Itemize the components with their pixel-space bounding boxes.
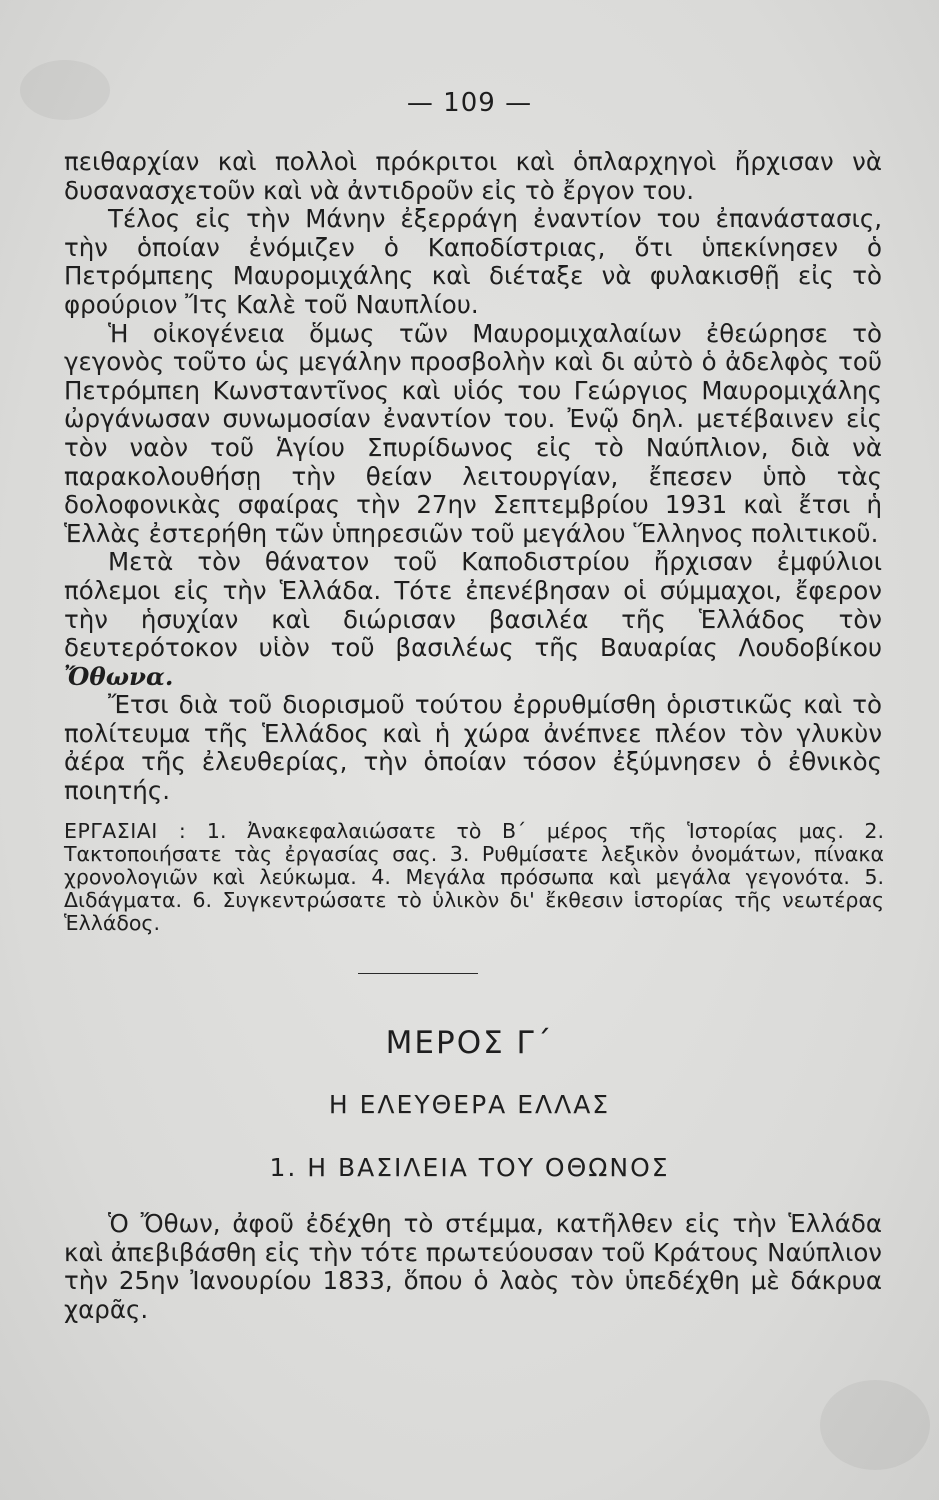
paper-smudge <box>820 1380 930 1470</box>
chapter-text <box>64 1210 882 1324</box>
paragraph: Ἔτσι διὰ τοῦ διορισμοῦ τούτου ἐρρυθμίσθη ὁριστικῶς καὶ τὸ πολίτευμα τῆς Ἑλλάδος καὶ ἡ χώρα ἀνέπνεε πλέον τὸν γλυκὺν ἀέρα τῆς ἐλευθερίας, τὴν ὁποίαν τόσον ἐξύμνησεν ὁ ἐθνικὸς ποιητής. <box>64 690 882 806</box>
paragraph: Τέλος εἰς τὴν Μάνην ἐξερράγη ἐναντίον του ἐπανάστασις, τὴν ὁποίαν ἐνόμιζεν ὁ Καποδίστριας, ὅτι ὑπεκίνησεν ὁ Πετρόμπεης Μαυρομιχάλης καὶ διέταξε νὰ φυλακισθῇ εἰς τὸ φρούριον Ἴτς Καλὲ τοῦ Ναυπλίου. <box>64 204 882 319</box>
emphasized-name: Ὄθωνα. <box>64 661 174 691</box>
part-title: ΜΕΡΟΣ Γ΄ <box>385 1025 554 1061</box>
paragraph: πειθαρχίαν καὶ πολλοὶ πρόκριτοι καὶ ὁπλαρχηγοὶ ἤρχισαν νὰ δυσανασχετοῦν καὶ νὰ ἀντιδροῦν εἰς τὸ ἔργον του. <box>64 147 882 205</box>
chapter-title: 1. Η ΒΑΣΙΛΕΙΑ ΤΟΥ ΟΘΩΝΟΣ <box>269 1153 670 1182</box>
paragraph <box>64 548 882 691</box>
body-text <box>64 148 882 806</box>
exercises-text: 1. Ἀνακεφαλαιώσατε τὸ Β΄ μέρος τῆς Ἱστορίας μας. 2. Τακτοποιήσατε τὰς ἐργασίας σας. 3. Ρυθμίσατε λεξικὸν ὀνομάτων, πίνακα χρονολογιῶν καὶ λεύκωμα. 4. Μεγάλα πρόσωπα καὶ μεγάλα γεγονότα. 5. Διδάγματα. 6. Συγκεντρώσατε τὸ ὑλικὸν δι' ἔκθεσιν ἱστορίας τῆς νεωτέρας Ἑλλάδος. <box>64 819 884 935</box>
section-divider <box>358 973 478 974</box>
section-title: Η ΕΛΕΥΘΕΡΑ ΕΛΛΑΣ <box>328 1090 611 1119</box>
paragraph-text: Μετὰ τὸν θάνατον τοῦ Καποδιστρίου ἤρχισαν ἐμφύλιοι πόλεμοι εἰς τὴν Ἑλλάδα. Τότε ἐπενέβησαν οἱ σύμμαχοι, ἔφερον τὴν ἡσυχίαν καὶ διώρισαν βασιλέα τῆς Ἑλλάδος τὸν δευτερότοκον υἱὸν τοῦ βασιλέως τῆς Βαυαρίας Λουδοβίκου <box>64 547 882 663</box>
exercises-block <box>64 820 884 935</box>
paragraph: Ὁ Ὄθων, ἀφοῦ ἐδέχθη τὸ στέμμα, κατῆλθεν εἰς τὴν Ἑλλάδα καὶ ἀπεβιβάσθη εἰς τὴν τότε πρωτεύουσαν τοῦ Κράτους Ναύπλιον τὴν 25ην Ἰανουρίου 1833, ὅπου ὁ λαὸς τὸν ὑπεδέχθη μὲ δάκρυα χαρᾶς. <box>64 1209 882 1324</box>
page-number: — 109 — <box>406 88 533 118</box>
exercises-label: ΕΡΓΑΣΙΑΙ : <box>64 819 187 843</box>
paragraph: Ἡ οἰκογένεια ὅμως τῶν Μαυρομιχαλαίων ἐθεώρησε τὸ γεγονὸς τοῦτο ὡς μεγάλην προσβολὴν καὶ δι αὐτὸ ὁ ἀδελφὸς τοῦ Πετρόμπεη Κωνσταντῖνος καὶ υἱός του Γεώργιος Μαυρομιχάλης ὠργάνωσαν συνωμοσίαν ἐναντίον του. Ἐνῷ δηλ. μετέβαινεν εἰς τὸν ναὸν τοῦ Ἁγίου Σπυρίδωνος εἰς τὸ Ναύπλιον, διὰ νὰ παρακολουθήσῃ τὴν θείαν λειτουργίαν, ἔπεσεν ὑπὸ τὰς δολοφονικὰς σφαίρας τὴν 27ην Σεπτεμβρίου 1931 καὶ ἔτσι ἡ Ἑλλὰς ἐστερήθη τῶν ὑπηρεσιῶν τοῦ μεγάλου Ἕλληνος πολιτικοῦ. <box>64 318 882 548</box>
